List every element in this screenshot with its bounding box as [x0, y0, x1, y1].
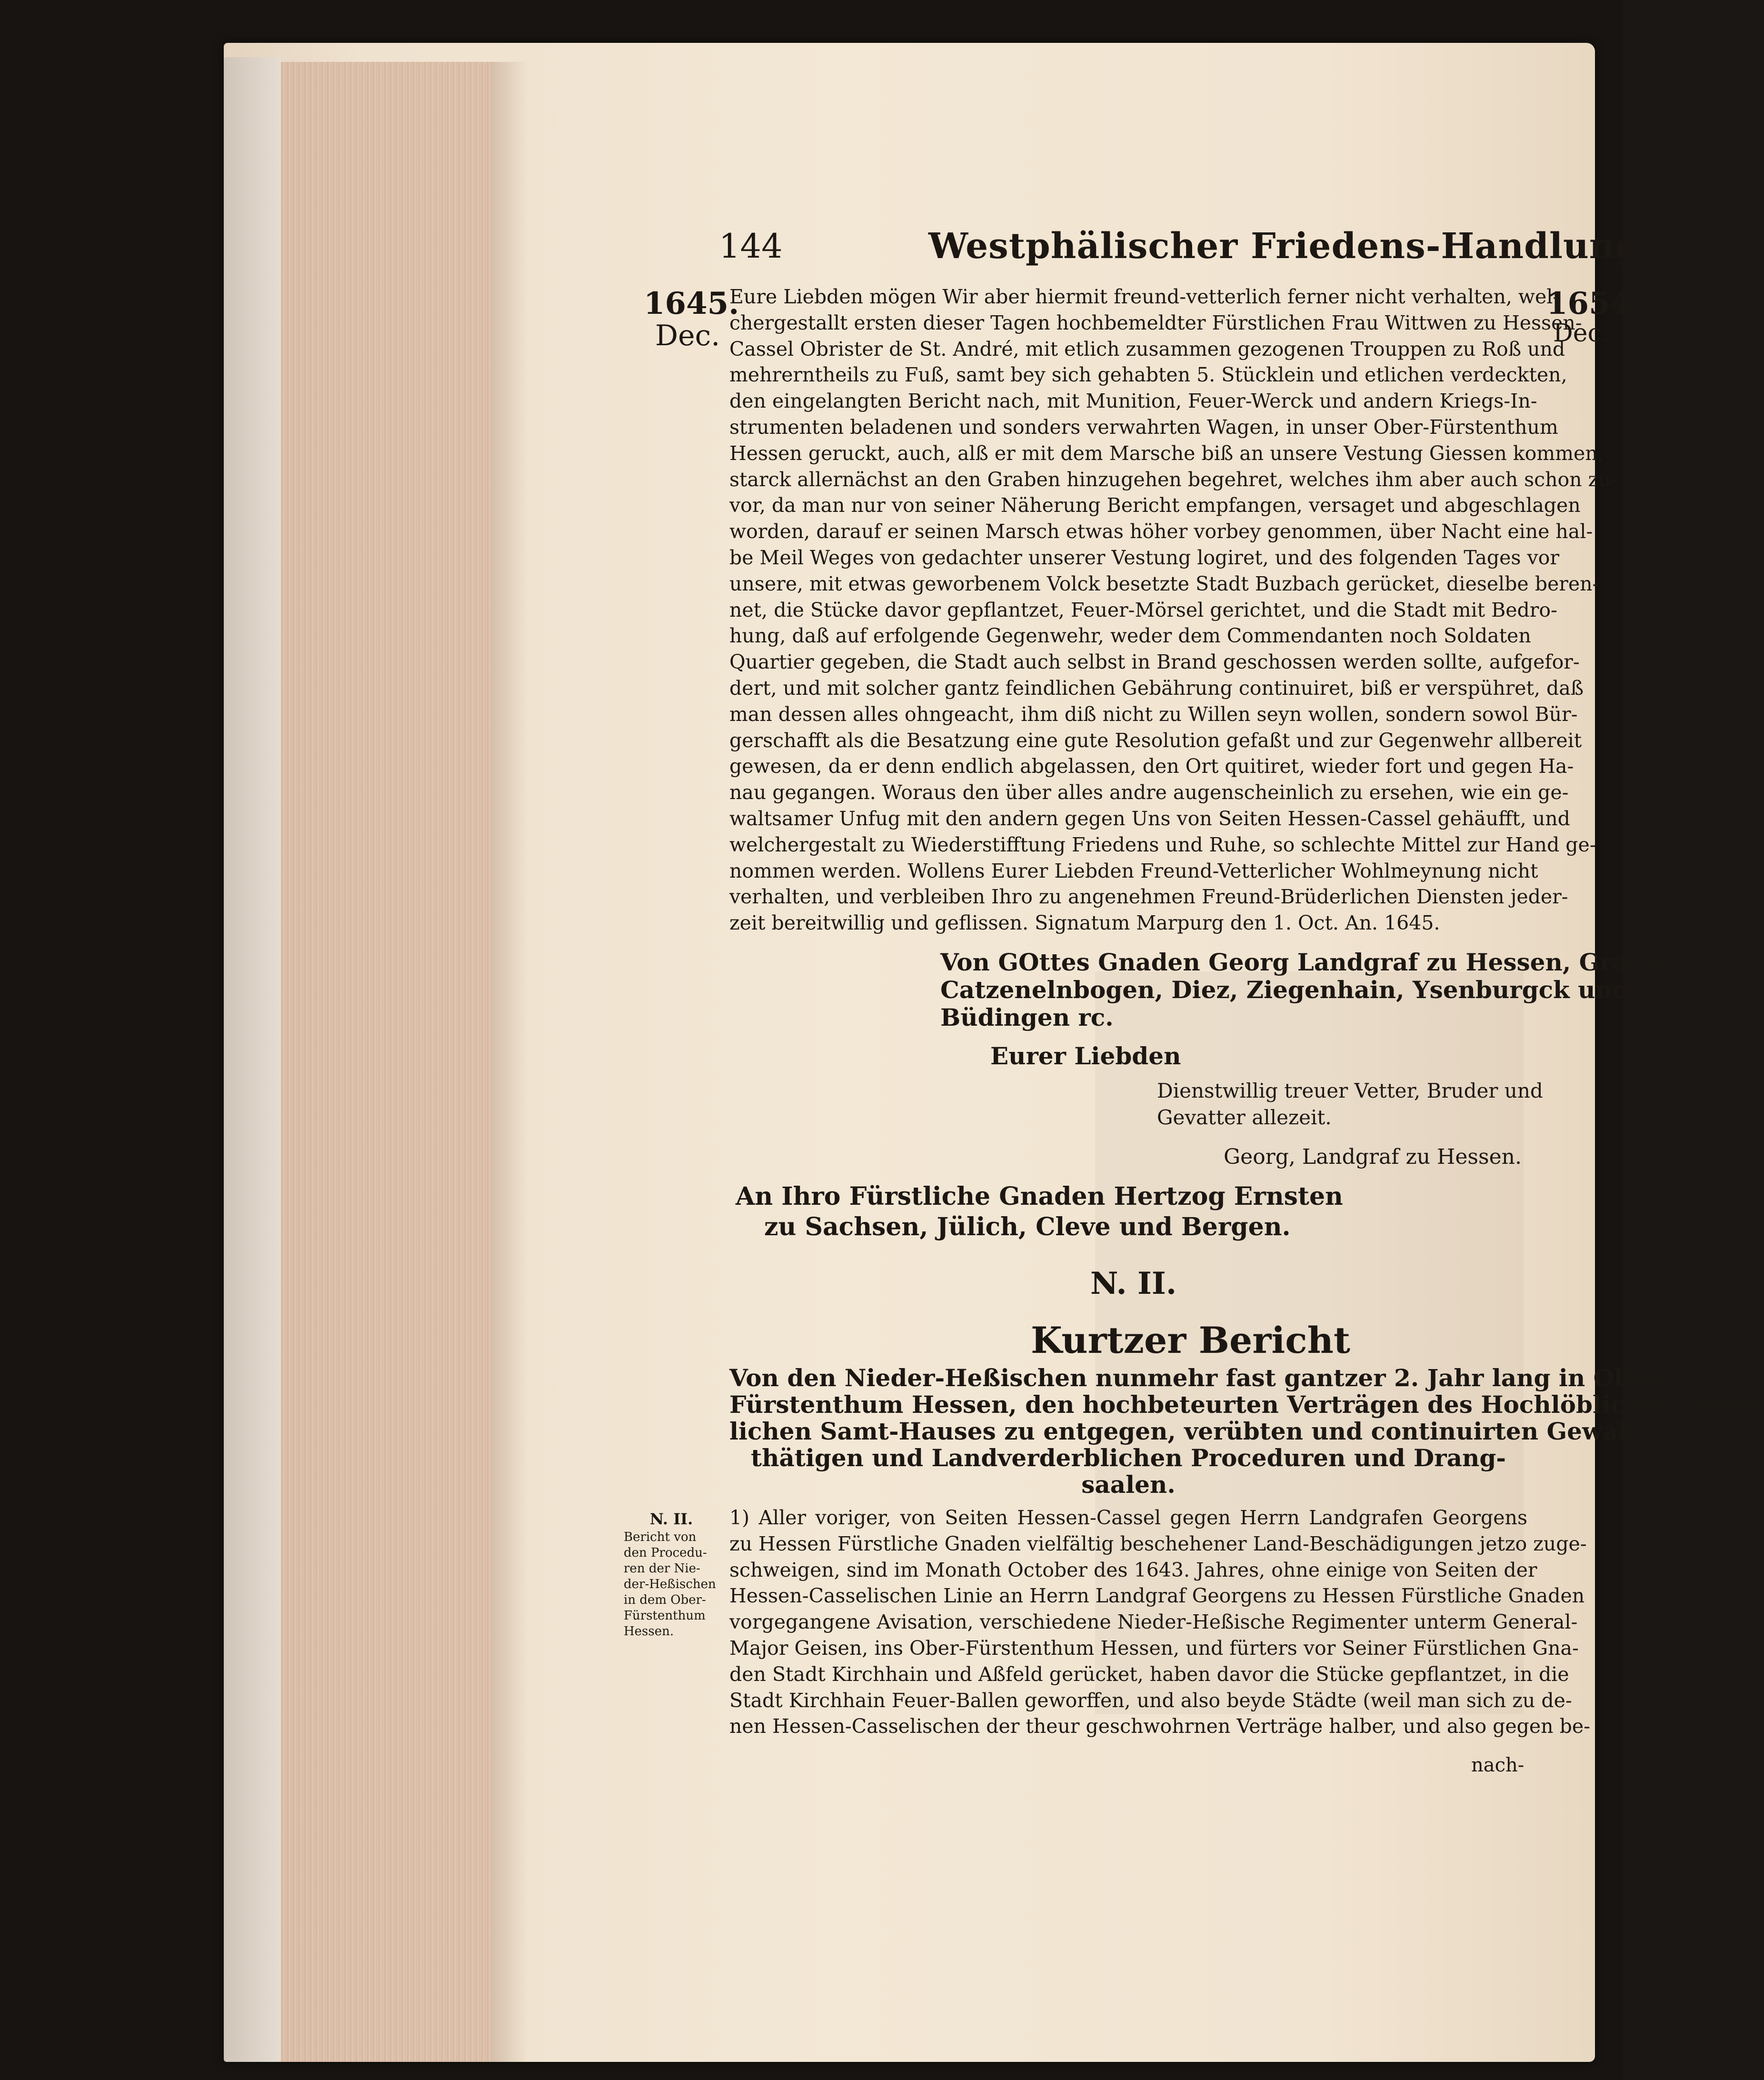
marginal-note-line: Bericht von [624, 1530, 697, 1544]
catchword: nach- [1471, 1754, 1525, 1776]
section-paragraph [729, 1505, 1590, 1740]
text-line: vor, da man nur von seiner Näherung Bericht empfangen, versaget und abgeschlagen [729, 494, 1581, 517]
text-line: waltsamer Unfug mit den andern gegen Uns von Seiten Hessen-Cassel gehäufft, und [729, 807, 1570, 830]
section-title: Kurtzer Bericht [1031, 1319, 1350, 1361]
marginal-note-line: ren der Nie- [624, 1561, 700, 1576]
text-line: chergestallt ersten dieser Tagen hochbemeldter Fürstlichen Frau Wittwen zu Hessen- [729, 311, 1582, 334]
text-line: nau gegangen. Woraus den über alles andre augenscheinlich zu ersehen, wie ein ge- [729, 781, 1569, 804]
section-number: N. II. [1090, 1266, 1177, 1301]
marginal-note-line: den Procedu- [624, 1546, 707, 1560]
text-line: worden, darauf er seinen Marsch etwas höher vorbey genommen, über Nacht eine hal- [729, 520, 1593, 543]
text-line: dert, und mit solcher gantz feindlichen Gebährung continuiret, biß er verspühret, daß [729, 676, 1584, 700]
text-line: Cassel Obrister de St. André, mit etlich zusammen gezogenen Trouppen zu Roß und [729, 337, 1565, 360]
text-line: hung, daß auf erfolgende Gegenwehr, weder dem Commendanten noch Soldaten [729, 624, 1531, 648]
signature-line: Catzenelnbogen, Diez, Ziegenhain, Ysenburgck und [940, 976, 1629, 1004]
subtitle-line: Fürstenthum Hessen, den hochbeteurten Verträgen des Hochlöblichen Fürst- [729, 1390, 1764, 1419]
text-line: Major Geisen, ins Ober-Fürstenthum Hessen, und fürters vor Seiner Fürstlichen Gna- [729, 1636, 1579, 1660]
text-line: starck allernächst an den Graben hinzugehen begehret, welches ihm aber auch schon zu- [729, 468, 1618, 491]
addressee-line: An Ihro Fürstliche Gnaden Hertzog Ernsten [736, 1182, 1343, 1211]
text-line: Hessen-Casselischen Linie an Herrn Landgraf Georgens zu Hessen Fürstliche Gnaden [729, 1584, 1585, 1608]
marginal-note-line: Fürstenthum [624, 1609, 706, 1623]
closing-line: Gevatter allezeit. [1157, 1106, 1332, 1129]
closing-line: Dienstwillig treuer Vetter, Bruder und [1157, 1079, 1543, 1102]
text-line: welchergestalt zu Wiederstifftung Friedens und Ruhe, so schlechte Mittel zur Hand ge- [729, 833, 1596, 856]
text-line: 1) Aller voriger, von Seiten Hessen-Cassel gegen Herrn Landgrafen Georgens [729, 1506, 1527, 1529]
signature-line: Büdingen rc. [940, 1003, 1114, 1031]
marginal-note-title: N. II. [649, 1510, 693, 1528]
text-line: mehrerntheils zu Fuß, samt bey sich gehabten 5. Stücklein und etlichen verdeckten, [729, 363, 1567, 387]
running-title: Westphälischer Friedens-Handlung [928, 226, 1641, 267]
text-line: Stadt Kirchhain Feuer-Ballen geworffen, und also beyde Städte (weil man sich zu de- [729, 1689, 1572, 1712]
closing-signature: Georg, Landgraf zu Hessen. [1224, 1145, 1522, 1169]
text-line: Quartier gegeben, die Stadt auch selbst in Brand geschossen werden sollte, aufgefor- [729, 650, 1580, 674]
text-line: gerschafft als die Besatzung eine gute Resolution gefaßt und zur Gegenwehr allbereit [729, 729, 1582, 752]
marginal-note-line: Hessen. [624, 1624, 674, 1639]
page-stack-edge [281, 62, 490, 2062]
subtitle-line: saalen. [1081, 1470, 1176, 1499]
text-line: strumenten beladenen und sonders verwahrten Wagen, in unser Ober-Fürstenthum [729, 415, 1558, 439]
subtitle-line: lichen Samt-Hauses zu entgegen, verübten und continuirten Gewalt- [729, 1417, 1648, 1445]
text-line: net, die Stücke davor gepflantzet, Feuer-Mörsel gerichtet, und die Stadt mit Bedro- [729, 598, 1557, 621]
text-line: den eingelangten Bericht nach, mit Munition, Feuer-Werck und andern Kriegs-In- [729, 390, 1537, 413]
salutation: Eurer Liebden [990, 1042, 1181, 1070]
text-line: man dessen alles ohngeacht, ihm diß nicht zu Willen seyn wollen, sondern sowol Bür- [729, 702, 1578, 726]
section-subtitle [729, 1364, 1764, 1499]
marginal-note-line: in dem Ober- [624, 1593, 706, 1607]
text-line: verhalten, und verbleiben Ihro zu angenehmen Freund-Brüderlichen Diensten jeder- [729, 885, 1568, 909]
subtitle-line: Von den Nieder-Heßischen nunmehr fast gantzer 2. Jahr lang in Ober- [729, 1364, 1669, 1392]
text-line: zu Hessen Fürstliche Gnaden vielfältig beschehener Land-Beschädigungen jetzo zuge- [729, 1532, 1587, 1555]
text-line: Eure Liebden mögen Wir aber hiermit freund-vetterlich ferner nicht verhalten, wel- [729, 285, 1560, 308]
text-line: be Meil Weges von gedachter unserer Vestung logiret, und des folgenden Tages vor [729, 546, 1559, 569]
text-line: den Stadt Kirchhain und Aßfeld gerücket, haben davor die Stücke gepflantzet, in die [729, 1662, 1569, 1686]
text-line: vorgegangene Avisation, verschiedene Nieder-Heßische Regimenter unterm General- [729, 1610, 1578, 1634]
marginal-note [624, 1509, 719, 1640]
page-outer-edge [224, 57, 281, 2062]
addressee-line: zu Sachsen, Jülich, Cleve und Bergen. [764, 1212, 1291, 1241]
signature-block [940, 948, 1677, 1031]
text-line: Hessen geruckt, auch, alß er mit dem Marsche biß an unsere Vestung Giessen kommen, [729, 441, 1604, 465]
text-line: schweigen, sind im Monath October des 1643. Jahres, ohne einige von Seiten der [729, 1558, 1537, 1581]
text-line: zeit bereitwillig und geflissen. Signatum Marpurg den 1. Oct. An. 1645. [729, 911, 1440, 935]
text-line: nommen werden. Wollens Eurer Liebden Freund-Vetterlicher Wohlmeynung nicht [729, 859, 1538, 882]
margin-month-right: Dec. [1553, 319, 1610, 348]
text-line: unsere, mit etwas geworbenem Volck besetzte Stadt Buzbach gerücket, dieselbe beren- [729, 572, 1599, 595]
gutter-shadow [490, 62, 528, 2062]
page-number: 144 [719, 227, 783, 266]
margin-month-left: Dec. [655, 319, 720, 352]
text-line: gewesen, da er denn endlich abgelassen, den Ort quitiret, wieder fort und gegen Ha- [729, 755, 1574, 778]
subtitle-line: thätigen und Landverderblichen Proceduren und Drang- [750, 1444, 1506, 1472]
text-line: nen Hessen-Casselischen der theur geschwohrnen Verträge halber, und also gegen be- [729, 1715, 1590, 1738]
margin-year-right: 1654. [1546, 286, 1642, 321]
signature-line: Von GOttes Gnaden Georg Landgraf zu Hessen, Graf zu [940, 948, 1677, 976]
marginal-note-line: der-Heßischen [624, 1577, 716, 1591]
margin-year-left: 1645. [644, 286, 739, 321]
